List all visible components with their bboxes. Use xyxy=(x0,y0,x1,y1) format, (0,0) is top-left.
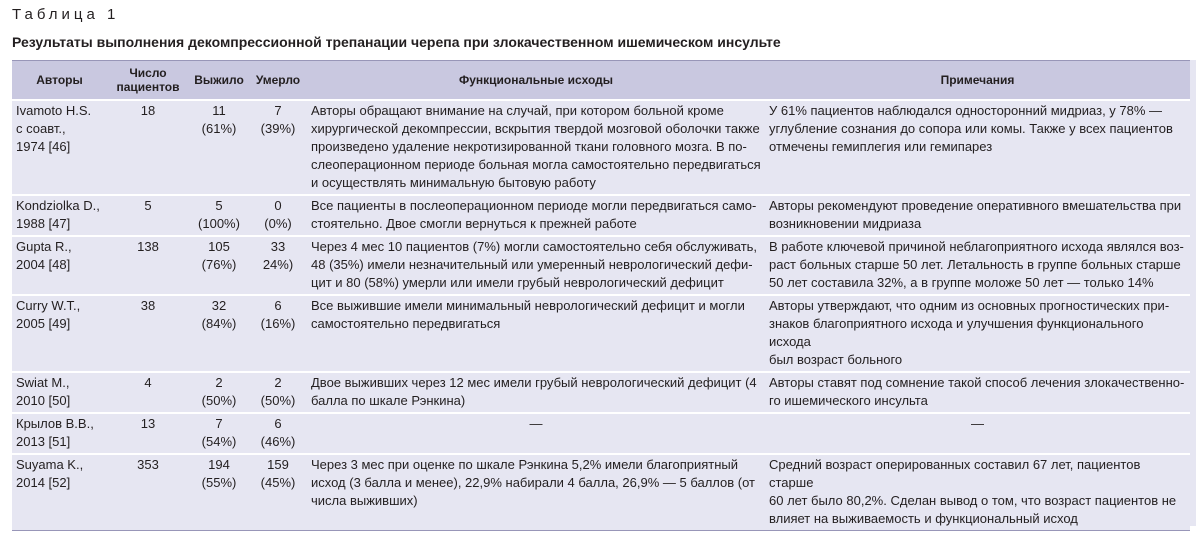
cell-functional-outcomes: Через 3 мес при оценке по шкале Рэнкина 5,2% имели благоприятный исход (3 балла и менее), 22,9% набирали 4 балла, 26,9% — 5 баллов (от числа выживших) xyxy=(307,454,765,531)
cell-functional-outcomes: Авторы обращают внимание на случай, при котором больной кроме хирургической декомпрессии, вскрытия твердой мозговой оболочки также произведено удаление некротизированной ткани головного мозга. В по- слеоперационном периоде больная могла самостоятельно передвигаться и осуществлять минимальную бытовую работу xyxy=(307,100,765,195)
table-row xyxy=(12,413,1190,454)
cell-authors: Kondziolka D., 1988 [47] xyxy=(12,195,107,236)
table-edge xyxy=(1190,60,1196,526)
table-caption: Таблица 1 xyxy=(12,6,120,23)
table-row xyxy=(12,454,1190,531)
cell-functional-outcomes: Двое выживших через 12 мес имели грубый неврологический дефицит (4 балла по шкале Рэнкина) xyxy=(307,372,765,413)
cell-survived: 11 (61%) xyxy=(189,100,249,195)
cell-patient-count: 38 xyxy=(107,295,189,372)
cell-died: 33 24%) xyxy=(249,236,307,295)
cell-died: 6 (46%) xyxy=(249,413,307,454)
cell-survived: 194 (55%) xyxy=(189,454,249,531)
table-header-row xyxy=(12,61,1190,101)
cell-patient-count: 353 xyxy=(107,454,189,531)
header-survived: Выжило xyxy=(189,61,249,101)
cell-died: 6 (16%) xyxy=(249,295,307,372)
header-notes: Примечания xyxy=(765,61,1190,101)
cell-authors: Swiat M., 2010 [50] xyxy=(12,372,107,413)
table-row xyxy=(12,295,1190,372)
cell-authors: Крылов В.В., 2013 [51] xyxy=(12,413,107,454)
cell-patient-count: 18 xyxy=(107,100,189,195)
cell-died: 0 (0%) xyxy=(249,195,307,236)
table-title: Результаты выполнения декомпрессионной трепанации черепа при злокачественном ишемическом инсульте xyxy=(12,34,781,50)
cell-notes: — xyxy=(765,413,1190,454)
cell-notes: Средний возраст оперированных составил 67 лет, пациентов старше 60 лет было 80,2%. Сделан вывод о том, что возраст пациентов не влияет на выживаемость и функциональный исход xyxy=(765,454,1190,531)
cell-died: 7 (39%) xyxy=(249,100,307,195)
cell-patient-count: 138 xyxy=(107,236,189,295)
cell-survived: 2 (50%) xyxy=(189,372,249,413)
cell-died: 159 (45%) xyxy=(249,454,307,531)
cell-functional-outcomes: Через 4 мес 10 пациентов (7%) могли самостоятельно себя обслуживать, 48 (35%) имели незначительный или умеренный неврологический дефи- цит и 80 (58%) умерли или имели грубый неврологический дефицит xyxy=(307,236,765,295)
cell-notes: Авторы рекомендуют проведение оперативного вмешательства при возникновении мидриаза xyxy=(765,195,1190,236)
table-row xyxy=(12,100,1190,195)
header-died: Умерло xyxy=(249,61,307,101)
table-row xyxy=(12,372,1190,413)
cell-authors: Suyama K., 2014 [52] xyxy=(12,454,107,531)
results-table xyxy=(12,60,1190,531)
cell-died: 2 (50%) xyxy=(249,372,307,413)
cell-patient-count: 13 xyxy=(107,413,189,454)
cell-patient-count: 5 xyxy=(107,195,189,236)
cell-authors: Curry W.T., 2005 [49] xyxy=(12,295,107,372)
cell-survived: 105 (76%) xyxy=(189,236,249,295)
header-authors: Авторы xyxy=(12,61,107,101)
cell-notes: Авторы ставят под сомнение такой способ лечения злокачественно- го ишемического инсульта xyxy=(765,372,1190,413)
cell-survived: 5 (100%) xyxy=(189,195,249,236)
cell-survived: 32 (84%) xyxy=(189,295,249,372)
cell-functional-outcomes: — xyxy=(307,413,765,454)
cell-functional-outcomes: Все пациенты в послеоперационном периоде могли передвигаться само- стоятельно. Двое смогли вернуться к прежней работе xyxy=(307,195,765,236)
cell-survived: 7 (54%) xyxy=(189,413,249,454)
header-functional-outcomes: Функциональные исходы xyxy=(307,61,765,101)
header-patient-count: Число пациентов xyxy=(107,61,189,101)
cell-functional-outcomes: Все выжившие имели минимальный неврологический дефицит и могли самостоятельно передвигаться xyxy=(307,295,765,372)
cell-notes: У 61% пациентов наблюдался односторонний мидриаз, у 78% — углубление сознания до сопора или комы. Также у всех пациентов отмечены гемиплегия или гемипарез xyxy=(765,100,1190,195)
cell-authors: Gupta R., 2004 [48] xyxy=(12,236,107,295)
cell-notes: Авторы утверждают, что одним из основных прогностических при- знаков благоприятного исхода и улучшения функционального исхода был возраст больного xyxy=(765,295,1190,372)
table-row xyxy=(12,195,1190,236)
cell-authors: Ivamoto H.S. с соавт., 1974 [46] xyxy=(12,100,107,195)
cell-patient-count: 4 xyxy=(107,372,189,413)
table-row xyxy=(12,236,1190,295)
cell-notes: В работе ключевой причиной неблагоприятного исхода являлся воз- раст больных старше 50 лет. Летальность в группе больных старше 50 лет составила 32%, а в группе моложе 50 лет — только 14% xyxy=(765,236,1190,295)
